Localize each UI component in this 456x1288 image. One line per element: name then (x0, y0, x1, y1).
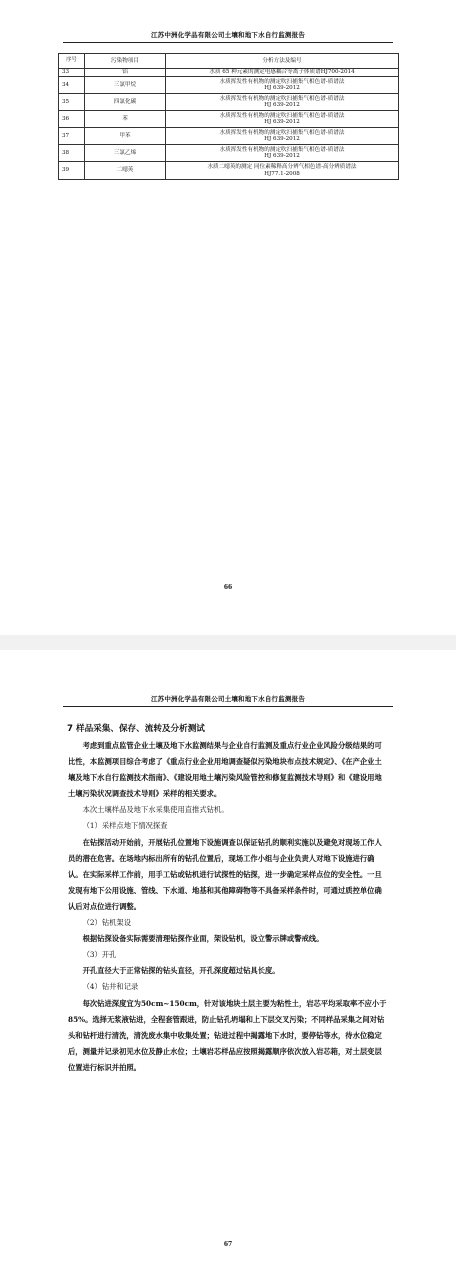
page-number: 66 (223, 584, 233, 591)
analysis-method (166, 162, 399, 180)
page-number: 67 (223, 1241, 233, 1248)
paragraph: 考虑到重点监管企业土壤及地下水监测结果与企业自行监测及重点行业企业风险分级结果的可比性，本监测项目综合考虑了《重点行业企业用地调查疑似污染地块布点技术规定》、《在产企业土壤及地下水自行监测技术指南》、《建设用地土壤污染风险管控和修复监测技术导则》和《建设用地土壤污染状况调查技术导则》采样的相关要求。 (68, 741, 382, 799)
pollutant-name: 甲苯 (85, 128, 166, 145)
table-row (59, 128, 399, 145)
header-divider (63, 706, 393, 707)
analysis-method (166, 111, 399, 128)
paragraph: 根据钻探设备实际需要清理钻探作业面，架设钻机，设立警示牌或警戒线。 (82, 934, 324, 944)
paragraph: 每次钻进深度宜为50cm~150cm，针对该地块土层主要为粘性土，岩芯平均采取率不应小于85%。选择无浆液钻进，全程套管跟进，防止钻孔坍塌和上下层交叉污染；不同样品采集之间对钻头和钻杆进行清洗，清洗废水集中收集处置；钻进过程中揭露地下水时，要停钻等水，待水位稳定后，测量并记录初见水位及静止水位；土壤岩芯样品应按照揭露顺序依次放入岩芯箱，对土层变层位置进行标识并拍照。 (68, 998, 387, 1072)
subheading: （3）开孔 (82, 950, 117, 960)
analysis-method (166, 128, 399, 145)
row-number: 34 (59, 77, 85, 94)
analysis-method (166, 77, 399, 94)
column-header-method: 分析方法及编号 (166, 54, 399, 69)
method-code: HJ 639-2012 (264, 153, 300, 159)
pollutant-name: 四氯化碳 (85, 94, 166, 111)
method-line: 水质 65 种元素的测定电感耦合等离子体质谱HJ700-2014 (209, 69, 355, 76)
row-number: 39 (59, 162, 85, 180)
method-line: 水质挥发性有机物的测定吹扫捕集气相色谱-质谱法 (219, 129, 345, 136)
row-number: 35 (59, 94, 85, 111)
method-code: HJ 639-2012 (264, 102, 300, 108)
paragraph: 在钻探活动开始前，开展钻孔位置地下设施调查以保证钻孔的顺利实施以及避免对现场工作人员的潜在危害。在场地内标出所有的钻孔位置后，现场工作小组与企业负责人对地下设施进行确认。在实际采样工作前，用手工钻或钻机进行试探性的钻探，进一步确定采样点位的安全性。一旦发现有地下公用设施、管线、下水道、地基和其他障碍物等不具备采样条件时，可通过质控单位确认后对点位进行调整。 (68, 837, 382, 911)
subheading: （1）采样点地下情况探查 (82, 821, 168, 831)
document-page-66 (0, 0, 456, 635)
table-row (59, 77, 399, 94)
pollutant-name: 苯 (85, 111, 166, 128)
section-title: 7 样品采集、保存、流转及分析测试 (67, 724, 205, 734)
subheading: （2）钻机架设 (82, 918, 132, 928)
method-line: 水质二噁英的测定 同位素稀释高分辨气相色谱-高分辨质谱法 (207, 164, 357, 171)
analysis-method (166, 94, 399, 111)
section-body (68, 738, 388, 1076)
method-code: HJ77.1-2008 (264, 170, 300, 177)
method-line: 水质挥发性有机物的测定吹扫捕集气相色谱-质谱法 (219, 95, 345, 102)
analysis-method (166, 145, 399, 162)
method-line: 水质挥发性有机物的测定吹扫捕集气相色谱-质谱法 (219, 112, 345, 119)
table-row (59, 162, 399, 180)
page-header: 江苏中洲化学品有限公司土壤和地下水自行监测报告 (150, 695, 306, 703)
row-number: 38 (59, 145, 85, 162)
column-header-no: 序号 (59, 54, 85, 69)
table-row (59, 94, 399, 111)
row-number: 36 (59, 111, 85, 128)
table-row (59, 111, 399, 128)
page-header: 江苏中洲化学品有限公司土壤和地下水自行监测报告 (150, 31, 306, 39)
paragraph: 开孔直径大于正常钻探的钻头直径，开孔深度超过钻具长度。 (82, 966, 280, 976)
row-number: 37 (59, 128, 85, 145)
subheading: （4）钻井和记录 (82, 982, 139, 992)
method-code: HJ 639-2012 (264, 119, 300, 125)
pollutant-name: 三氯乙烯 (85, 145, 166, 162)
analysis-method (166, 69, 399, 77)
method-code: HJ 639-2012 (264, 136, 300, 142)
analysis-method-table (58, 53, 399, 180)
table-row (59, 145, 399, 162)
method-code: HJ 639-2012 (264, 85, 300, 91)
pollutant-name: 铝 (85, 69, 166, 77)
table-header-row (59, 54, 399, 69)
table-row (59, 69, 399, 77)
row-number: 33 (59, 69, 85, 77)
paragraph: 本次土壤样品及地下水采集使用直推式钻机。 (82, 805, 229, 815)
header-divider (63, 42, 393, 43)
method-line: 水质挥发性有机物的测定吹扫捕集气相色谱-质谱法 (219, 78, 345, 85)
pollutant-name: 二噁英 (85, 162, 166, 180)
method-line: 水质挥发性有机物的测定吹扫捕集气相色谱-质谱法 (219, 146, 345, 153)
pollutant-name: 三氯甲烷 (85, 77, 166, 94)
column-header-pollutant: 污染物项目 (85, 54, 166, 69)
